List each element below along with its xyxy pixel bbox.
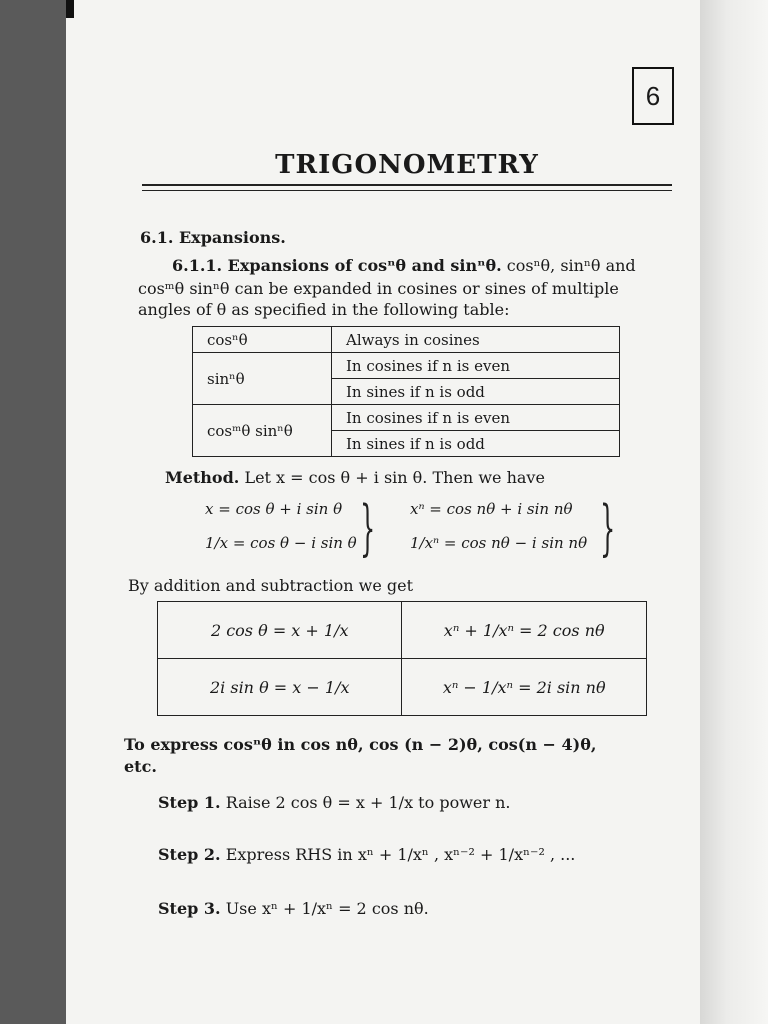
page-edge-shadow — [66, 0, 74, 18]
method-line — [165, 466, 703, 489]
method-label: Method. — [165, 468, 240, 487]
table-row — [158, 659, 647, 716]
chapter-title: TRIGONOMETRY — [275, 150, 539, 180]
identity-cell: 2i sin θ = x − 1/x — [158, 659, 402, 716]
table-func-cell: sinⁿθ — [193, 353, 332, 405]
method-text: Let x = cos θ + i sin θ. Then we have — [244, 468, 545, 487]
page-gutter — [700, 0, 768, 1024]
table-func-cell: cosᵐθ sinⁿθ — [193, 405, 332, 457]
intro-line-3: angles of θ as specified in the following table: — [138, 300, 510, 319]
identity-cell: 2 cos θ = x + 1/x — [158, 602, 402, 659]
procedure-heading — [124, 734, 664, 778]
step-3 — [158, 899, 429, 918]
table-case-cell: In sines if n is odd — [332, 431, 620, 457]
step-label: Step 3. — [158, 899, 221, 918]
intro-line-1 — [138, 254, 676, 277]
identity-cell: xⁿ − 1/xⁿ = 2i sin nθ — [402, 659, 647, 716]
table-case-cell: In cosines if n is even — [332, 353, 620, 379]
expansion-table — [192, 326, 620, 457]
method-eq-left-2: 1/x = cos θ − i sin θ — [205, 534, 357, 552]
step-label: Step 2. — [158, 845, 221, 864]
step-text: Express RHS in xⁿ + 1/xⁿ , xⁿ⁻² + 1/xⁿ⁻² , ... — [225, 845, 576, 864]
identity-table — [157, 601, 647, 716]
brace-right-2: } — [600, 493, 616, 563]
title-rule-bottom — [142, 190, 672, 191]
step-text: Raise 2 cos θ = x + 1/x to power n. — [225, 793, 511, 812]
procedure-heading-line-1: To express cosⁿθ in cos nθ, cos (n − 2)θ, cos(n − 4)θ, — [124, 735, 597, 754]
step-2 — [158, 845, 575, 864]
title-rule-top — [142, 184, 672, 186]
section-heading: 6.1. Expansions. — [140, 228, 286, 247]
table-row — [158, 602, 647, 659]
method-eq-right-2: 1/xⁿ = cos nθ − i sin nθ — [410, 534, 588, 552]
table-row — [193, 353, 620, 379]
chapter-number-box — [632, 67, 674, 125]
subsection-label: 6.1.1. Expansions of cosⁿθ and sinⁿθ. — [172, 256, 502, 275]
table-case-cell: In sines if n is odd — [332, 379, 620, 405]
identity-cell: xⁿ + 1/xⁿ = 2 cos nθ — [402, 602, 647, 659]
procedure-heading-line-2: etc. — [124, 757, 157, 776]
table-row — [193, 327, 620, 353]
step-text: Use xⁿ + 1/xⁿ = 2 cos nθ. — [225, 899, 429, 918]
addition-text: By addition and subtraction we get — [128, 576, 414, 595]
table-func-cell: cosⁿθ — [193, 327, 332, 353]
table-case-cell: Always in cosines — [332, 327, 620, 353]
intro-line-2: cosᵐθ sinⁿθ can be expanded in cosines or sines of multiple — [138, 279, 619, 298]
table-case-cell: In cosines if n is even — [332, 405, 620, 431]
step-label: Step 1. — [158, 793, 221, 812]
chapter-number: 6 — [645, 80, 661, 111]
method-eq-right-1: xⁿ = cos nθ + i sin nθ — [410, 500, 573, 518]
brace-right: } — [360, 493, 376, 563]
intro-text-1: cosⁿθ, sinⁿθ and — [506, 256, 636, 275]
method-eq-left-1: x = cos θ + i sin θ — [205, 500, 343, 518]
step-1 — [158, 793, 510, 812]
table-row — [193, 405, 620, 431]
